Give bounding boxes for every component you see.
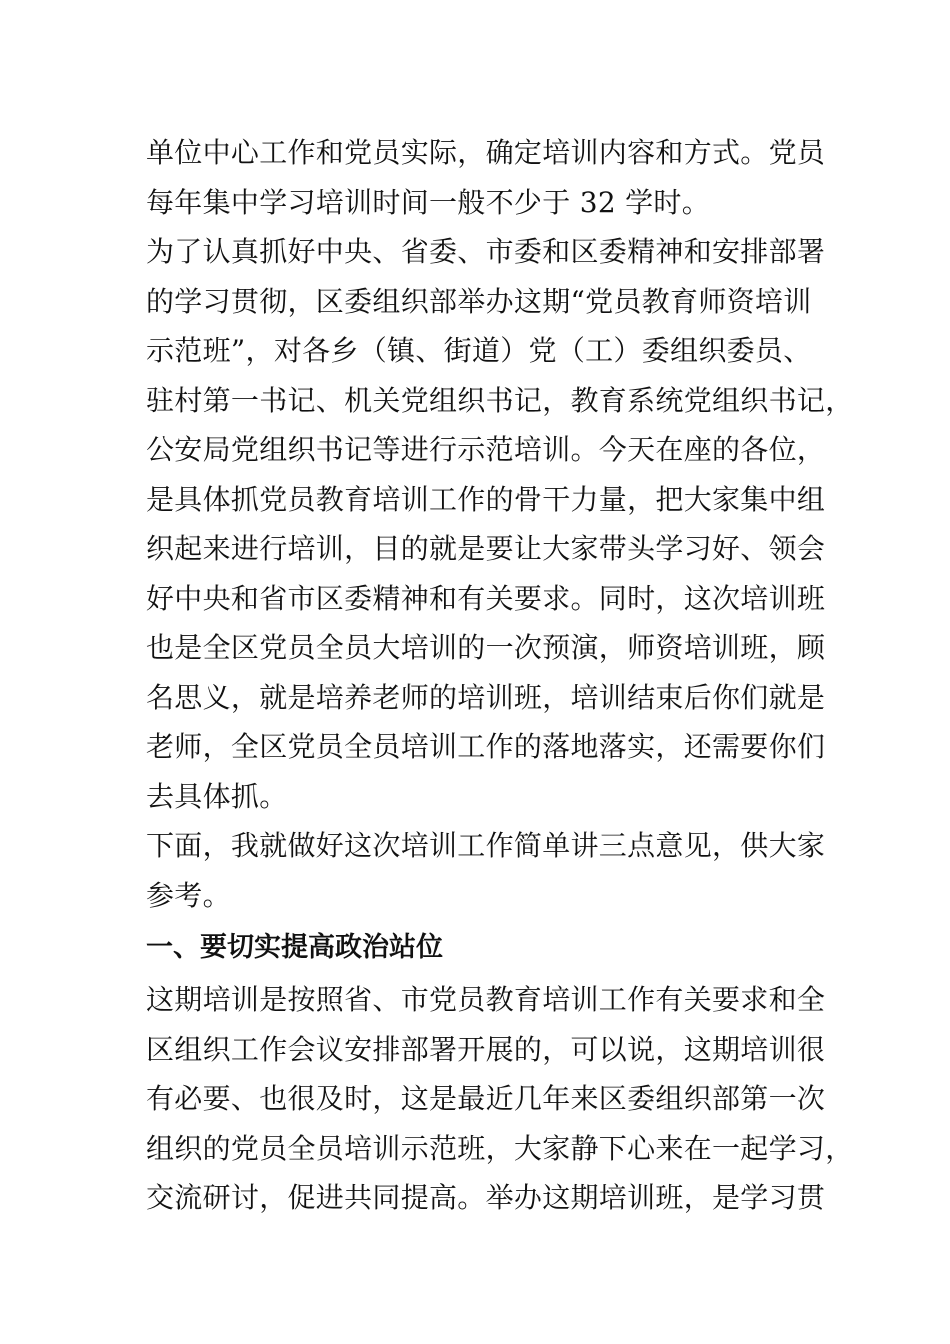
text-line: 为了认真抓好中央、省委、市委和区委精神和安排部署: [146, 235, 826, 268]
text-line: 名思义，就是培养老师的培训班，培训结束后你们就是: [146, 680, 826, 714]
text-line: 好中央和省市区委精神和有关要求。同时，这次培训班: [146, 581, 826, 615]
text-line: 也是全区党员全员大培训的一次预演，师资培训班，顾: [146, 631, 826, 664]
text-line: 的学习贯彻，区委组织部举办这期“党员教育师资培训: [146, 284, 812, 318]
text-line: 单位中心工作和党员实际，确定培训内容和方式。党员: [146, 136, 826, 169]
section-heading: 一、要切实提高政治站位: [146, 932, 443, 963]
paragraph-4: [146, 975, 854, 1223]
text-line: 是具体抓党员教育培训工作的骨干力量，把大家集中组: [146, 482, 826, 516]
text-line: 公安局党组织书记等进行示范培训。今天在座的各位，: [146, 433, 826, 466]
text-line: 这期培训是按照省、市党员教育培训工作有关要求和全: [146, 983, 826, 1016]
paragraph-2: [146, 227, 854, 821]
body-text: [146, 128, 854, 1223]
text-line: 交流研讨，促进共同提高。举办这期培训班，是学习贯: [146, 1181, 826, 1214]
text-line: 老师，全区党员全员培训工作的落地落实，还需要你们: [146, 730, 826, 763]
text-line: 驻村第一书记、机关党组织书记，教育系统党组织书记，: [146, 383, 854, 417]
text-line: 组织的党员全员培训示范班，大家静下心来在一起学习，: [146, 1131, 854, 1165]
text-line: 下面，我就做好这次培训工作简单讲三点意见，供大家: [146, 829, 826, 862]
text-line: 示范班”，对各乡（镇、街道）党（工）委组织委员、: [146, 334, 812, 367]
text-line: 去具体抓。: [146, 779, 288, 813]
text-line: 织起来进行培训，目的就是要让大家带头学习好、领会: [146, 532, 826, 565]
paragraph-3: [146, 821, 826, 920]
text-line: 每年集中学习培训时间一般不少于 32 学时。: [146, 185, 711, 219]
text-line: 参考。: [146, 878, 231, 912]
paragraph-1: [146, 128, 826, 227]
text-line: 有必要、也很及时，这是最近几年来区委组织部第一次: [146, 1082, 826, 1115]
text-line: 区组织工作会议安排部署开展的，可以说，这期培训很: [146, 1032, 826, 1066]
